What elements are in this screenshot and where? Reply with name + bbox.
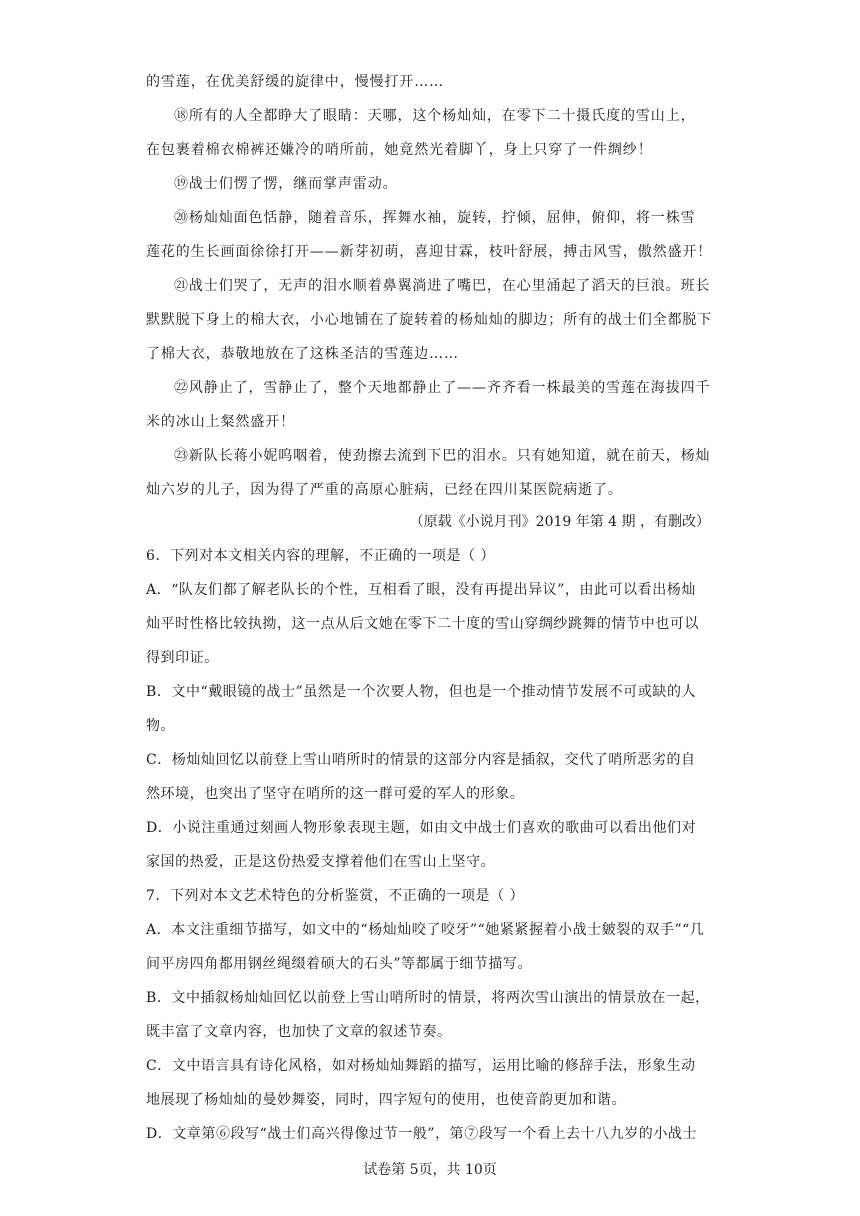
option-line: 间平房四角都用钢丝绳缀着硕大的石头”等都属于细节描写。: [146, 956, 533, 972]
story-line: [0, 106, 860, 126]
option-c: C．杨灿灿回忆以前登上雪山哨所时的情景的这部分内容是插叙，交代了哨所恶劣的自: [146, 752, 696, 768]
story-line: [0, 72, 860, 92]
story-line: [0, 378, 860, 398]
option-b: B．文中插叙杨灿灿回忆以前登上雪山哨所时的情景，将两次雪山演出的情景放在一起，: [146, 990, 710, 1006]
story-line: [0, 174, 860, 194]
option-line: 家国的热爱，正是这份热爱支撑着他们在雪山上坚守。: [146, 854, 496, 870]
story-text: ⑱所有的人全都睁大了眼睛：天哪，这个杨灿灿，在零下二十摄氏度的雪山上，: [174, 108, 696, 124]
source-note: （原载《小说月刊》2019 年第 4 期 ，有删改）: [409, 514, 710, 530]
story-text: ㉒风静止了，雪静止了，整个天地都静止了——齐齐看一株最美的雪莲在海拔四千: [174, 380, 711, 396]
page-footer: 试卷第 5页，共 10页: [363, 1162, 497, 1178]
question-stem: 6．下列对本文相关内容的理解，不正确的一项是（ ）: [146, 548, 496, 564]
story-text: 了棉大衣，恭敬地放在了这株圣洁的雪莲边……: [146, 346, 459, 362]
option-a: A．本文注重细节描写，如文中的“杨灿灿咬了咬牙”“她紧紧握着小战士皴裂的双手”“几: [146, 922, 705, 938]
option-line: 地展现了杨灿灿的曼妙舞姿，同时，四字短句的使用，也使音韵更加和谐。: [146, 1092, 627, 1108]
option-line: 物。: [146, 718, 176, 734]
option-d: D．文章第⑥段写“战士们高兴得像过节一般”，第⑦段写一个看上去十八九岁的小战士: [146, 1126, 697, 1142]
story-text: 灿六岁的儿子，因为得了严重的高原心脏病，已经在四川某医院病逝了。: [146, 482, 623, 498]
option-line: 得到印证。: [146, 650, 219, 666]
story-text: 米的冰山上粲然盛开！: [146, 414, 295, 430]
story-text: ㉓新队长蒋小妮呜咽着，使劲擦去流到下巴的泪水。只有她知道，就在前天，杨灿: [174, 448, 711, 464]
source-note-line: [0, 512, 860, 532]
story-text: 默默脱下身上的棉大衣，小心地铺在了旋转着的杨灿灿的脚边；所有的战士们全都脱下: [146, 312, 713, 328]
story-line: [0, 140, 860, 160]
story-line: [0, 446, 860, 466]
option-line: 然环境，也突出了坚守在哨所的这一群可爱的军人的形象。: [146, 786, 525, 802]
option-c: C．文中语言具有诗化风格，如对杨灿灿舞蹈的描写，运用比喻的修辞手法，形象生动: [146, 1058, 696, 1074]
story-line: [0, 276, 860, 296]
option-line: 既丰富了文章内容，也加快了文章的叙述节奏。: [146, 1024, 452, 1040]
story-text: 在包裹着棉衣棉裤还嫌冷的哨所前，她竟然光着脚丫，身上只穿了一件绸纱！: [146, 142, 653, 158]
story-line: [0, 310, 860, 330]
option-b: B．文中“戴眼镜的战士”虽然是一个次要人物，但也是一个推动情节发展不可或缺的人: [146, 684, 697, 700]
question-stem: 7．下列对本文艺术特色的分析鉴赏，不正确的一项是（ ）: [146, 888, 525, 904]
story-text: ⑳杨灿灿面色恬静，随着音乐，挥舞水袖，旋转，拧倾，屈伸，俯仰，将一株雪: [174, 210, 696, 226]
story-line: [0, 242, 860, 262]
option-a: A．“队友们都了解老队长的个性，互相看了眼，没有再提出异议”，由此可以看出杨灿: [146, 582, 696, 598]
option-d: D．小说注重通过刻画人物形象表现主题，如由文中战士们喜欢的歌曲可以看出他们对: [146, 820, 697, 836]
story-text: 莲花的生长画面徐徐打开——新芽初萌，喜迎甘霖，枝叶舒展，搏击风雪，傲然盛开！: [146, 244, 713, 260]
story-line: [0, 412, 860, 432]
story-text: 的雪莲，在优美舒缓的旋律中，慢慢打开……: [146, 74, 444, 90]
story-text: ⑲战士们愣了愣，继而掌声雷动。: [174, 176, 398, 192]
option-line: 灿平时性格比较执拗，这一点从后文她在零下二十度的雪山穿绸纱跳舞的情节中也可以: [146, 616, 699, 632]
story-text: ㉑战士们哭了，无声的泪水顺着鼻翼淌进了嘴巴，在心里涌起了滔天的巨浪。班长: [174, 278, 711, 294]
story-line: [0, 480, 860, 500]
story-line: [0, 344, 860, 364]
story-line: [0, 208, 860, 228]
